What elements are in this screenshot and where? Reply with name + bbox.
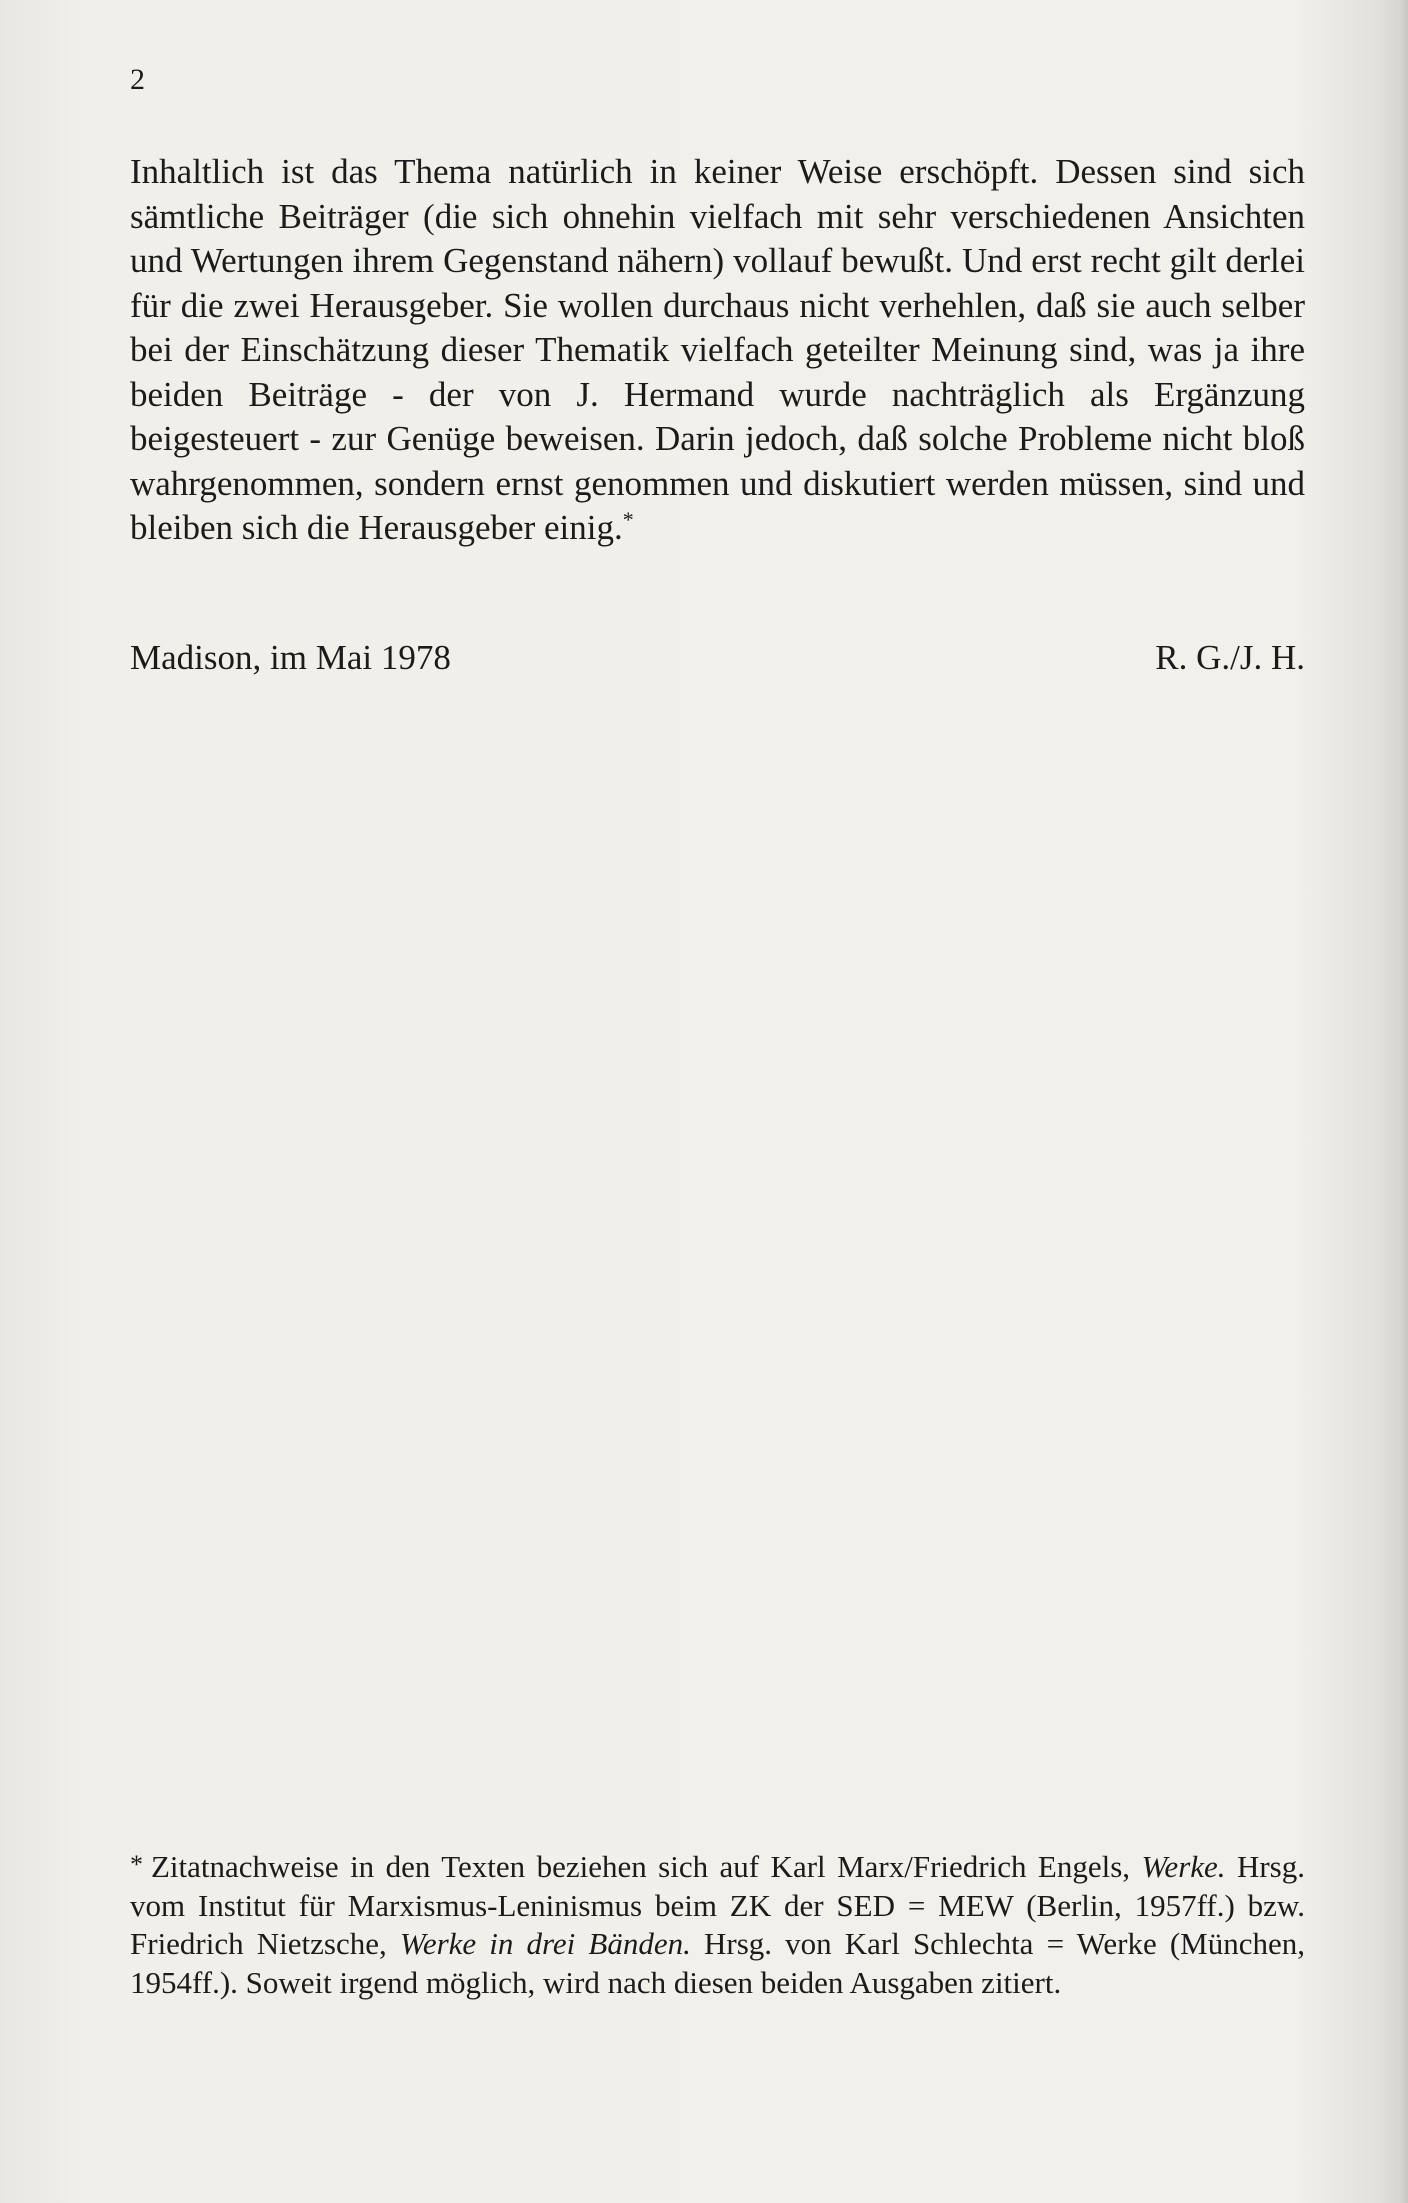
footnote-marker: * [130, 1850, 143, 1879]
footnote-title-nietzsche: Werke in drei Bänden. [399, 1926, 691, 1961]
footnote-text-3: Hrsg. von Karl Schlechta = Werke (München, 1954ff.). Soweit irgend möglich, wird nach diesen beiden Ausgaben zitiert. [130, 1926, 1305, 2000]
editor-initials: R. G./J. H. [1155, 638, 1305, 677]
signature-line [130, 636, 1305, 680]
body-paragraph-text: Inhaltlich ist das Thema natürlich in keiner Weise erschöpft. Dessen sind sich sämtliche Beiträger (die sich ohnehin vielfach mit sehr verschiedenen Ansichten und Wertungen ihrem Gegenstand nähern) vollauf bewußt. Und erst recht gilt derlei für die zwei Herausgeber. Sie wollen durchaus nicht verhehlen, daß sie auch selber bei der Einschätzung dieser Thematik vielfach geteilter Meinung sind, was ja ihre beiden Beiträge - der von J. Hermand wurde nachträglich als Ergänzung beigesteuert - zur Genüge beweisen. Darin jedoch, daß solche Probleme nicht bloß wahrgenommen, sondern ernst genommen und diskutiert werden müssen, sind und bleiben sich die Herausgeber einig. [130, 152, 1305, 547]
place-date: Madison, im Mai 1978 [130, 638, 451, 677]
footnote-reference: * [622, 507, 634, 532]
footnote [130, 1846, 1305, 2002]
footnote-text-1: Zitatnachweise in den Texten beziehen sich auf Karl Marx/Friedrich Engels, [151, 1849, 1131, 1884]
footnote-title-marx-engels: Werke. [1141, 1849, 1226, 1884]
body-paragraph [130, 150, 1305, 551]
footnote-text-2: Hrsg. vom Institut für Marxismus-Leninismus beim ZK der SED = MEW (Berlin, 1957ff.) bzw. Friedrich Nietzsche, [130, 1849, 1305, 1961]
page-edge-shadow [1398, 0, 1408, 2203]
page-number: 2 [130, 63, 145, 96]
